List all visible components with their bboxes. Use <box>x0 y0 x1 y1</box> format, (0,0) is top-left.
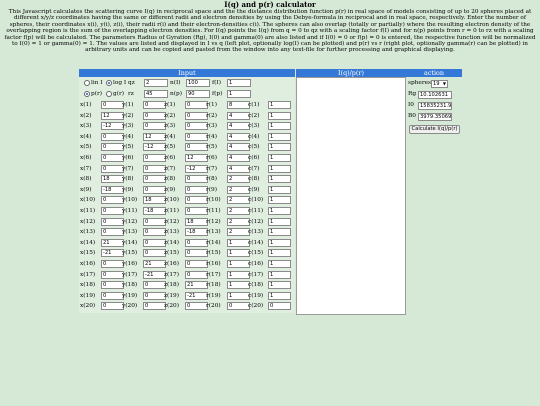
z-label-15: z(15) <box>164 250 179 257</box>
z-input-16[interactable]: 0 <box>185 260 208 268</box>
r-input-15[interactable]: 1 <box>227 249 250 257</box>
x-input-13[interactable]: 0 <box>101 228 124 236</box>
c-input-16[interactable]: 1 <box>268 260 291 268</box>
y-input-10[interactable]: 18 <box>143 196 166 204</box>
z-label-6: z(6) <box>164 155 176 161</box>
pr-radio[interactable] <box>84 91 90 97</box>
y-label-19: y(19) <box>122 292 138 299</box>
c-label-18: c(18) <box>248 282 264 289</box>
y-input-6[interactable]: 0 <box>143 154 166 162</box>
c-label-5: c(5) <box>248 144 260 151</box>
c-input-7[interactable]: 1 <box>268 165 291 173</box>
y-input-11[interactable]: -18 <box>143 207 166 215</box>
y-label-15: y(15) <box>122 250 138 257</box>
pr-label: p(r) <box>91 91 103 97</box>
y-label-6: y(6) <box>122 155 134 161</box>
r-label-2: r(2) <box>206 112 217 119</box>
y-input-19[interactable]: 0 <box>143 292 166 300</box>
y-label-8: y(8) <box>122 176 134 183</box>
x-label-4: x(4) <box>80 133 92 140</box>
c-label-2: c(2) <box>248 112 260 119</box>
z-label-4: z(4) <box>164 133 176 140</box>
r-input-11[interactable]: 2 <box>227 207 250 215</box>
c-input-17[interactable]: 1 <box>268 271 291 279</box>
c-label-11: c(11) <box>248 208 264 214</box>
c-input-5[interactable]: 1 <box>268 143 291 151</box>
c-label-12: c(12) <box>248 218 264 225</box>
z-input-19[interactable]: -21 <box>185 292 208 300</box>
x-label-13: x(13) <box>80 229 96 236</box>
r-input-1[interactable]: 8 <box>227 101 250 109</box>
r-input-18[interactable]: 1 <box>227 281 250 289</box>
z-input-7[interactable]: -12 <box>185 165 208 173</box>
y-input-8[interactable]: 0 <box>143 175 166 183</box>
rg-label: Rg <box>408 91 417 97</box>
y-input-14[interactable]: 0 <box>143 239 166 247</box>
c-input-12[interactable]: 1 <box>268 218 291 226</box>
r-label-9: r(9) <box>206 186 217 193</box>
fp-label: f(p) <box>212 91 223 97</box>
y-label-13: y(13) <box>122 229 138 236</box>
c-input-20[interactable]: 0 <box>268 302 291 310</box>
z-label-8: z(8) <box>164 176 176 183</box>
z-label-12: z(12) <box>164 218 179 225</box>
y-label-1: y(1) <box>122 102 134 108</box>
ni-label: n(I) <box>170 80 181 86</box>
y-label-7: y(7) <box>122 165 134 172</box>
z-label-18: z(18) <box>164 282 179 289</box>
rz-input[interactable]: 45 <box>144 90 168 98</box>
fi-input[interactable]: 1 <box>227 79 251 87</box>
x-input-18[interactable]: 0 <box>101 281 124 289</box>
r-label-1: r(1) <box>206 102 217 108</box>
y-input-4[interactable]: 12 <box>143 133 166 141</box>
z-label-7: z(7) <box>164 165 176 172</box>
r-label-17: r(17) <box>206 271 221 278</box>
y-input-7[interactable]: 0 <box>143 165 166 173</box>
r-label-18: r(18) <box>206 282 221 289</box>
np-input[interactable]: 90 <box>186 90 210 98</box>
x-label-18: x(18) <box>80 282 96 289</box>
y-label-17: y(17) <box>122 271 138 278</box>
c-label-4: c(4) <box>248 133 260 140</box>
r-label-13: r(13) <box>206 229 221 236</box>
calculate-button[interactable]: Calculate I(q)/p(r) <box>409 125 460 134</box>
output-panel <box>296 69 406 315</box>
c-input-6[interactable]: 1 <box>268 154 291 162</box>
x-input-3[interactable]: -12 <box>101 122 124 130</box>
c-label-10: c(10) <box>248 197 264 204</box>
r-label-10: r(10) <box>206 197 221 204</box>
r-input-10[interactable]: 2 <box>227 196 250 204</box>
y-input-13[interactable]: 0 <box>143 228 166 236</box>
z-input-10[interactable]: 0 <box>185 196 208 204</box>
y-input-16[interactable]: 21 <box>143 260 166 268</box>
z-input-18[interactable]: 21 <box>185 281 208 289</box>
r-input-13[interactable]: 2 <box>227 228 250 236</box>
r-input-19[interactable]: 1 <box>227 292 250 300</box>
r-label-11: r(11) <box>206 208 221 214</box>
c-label-1: c(1) <box>248 102 260 108</box>
r-input-17[interactable]: 1 <box>227 271 250 279</box>
z-label-13: z(13) <box>164 229 179 236</box>
y-input-17[interactable]: -21 <box>143 271 166 279</box>
output-textarea[interactable] <box>296 77 406 315</box>
x-input-14[interactable]: 21 <box>101 239 124 247</box>
ni-input[interactable]: 100 <box>186 79 210 87</box>
z-input-14[interactable]: 0 <box>185 239 208 247</box>
x-label-15: x(15) <box>80 250 96 257</box>
z-input-1[interactable]: 0 <box>185 101 208 109</box>
x-input-10[interactable]: 0 <box>101 196 124 204</box>
c-input-14[interactable]: 1 <box>268 239 291 247</box>
c-label-7: c(7) <box>248 165 260 172</box>
y-input-18[interactable]: 0 <box>143 281 166 289</box>
x-input-11[interactable]: 0 <box>101 207 124 215</box>
c-label-20: c(20) <box>248 303 264 310</box>
r-input-12[interactable]: 2 <box>227 218 250 226</box>
np-label: n(p) <box>170 91 182 97</box>
x-label-6: x(6) <box>80 155 92 161</box>
c-input-18[interactable]: 1 <box>268 281 291 289</box>
c-input-10[interactable]: 1 <box>268 196 291 204</box>
x-input-20[interactable]: 0 <box>101 302 124 310</box>
c-input-19[interactable]: 1 <box>268 292 291 300</box>
r-input-16[interactable]: 1 <box>227 260 250 268</box>
x-input-15[interactable]: -21 <box>101 249 124 257</box>
x-label-16: x(16) <box>80 261 96 267</box>
qz-input[interactable]: 2 <box>144 79 168 87</box>
action-panel <box>406 69 462 139</box>
r-input-6[interactable]: 4 <box>227 154 250 162</box>
qz-label: qz <box>128 80 135 86</box>
y-input-12[interactable]: 0 <box>143 218 166 226</box>
x-label-11: x(11) <box>80 208 96 214</box>
x-input-17[interactable]: 0 <box>101 271 124 279</box>
c-input-4[interactable]: 1 <box>268 133 291 141</box>
log-i-radio[interactable] <box>106 80 112 86</box>
intro-text: This Javascript calculates the scattering curve I(q) in reciprocal space and the the distance distribution function p(r) in real space of models consisting of up to 20 spheres placed at different x/y/z coordinates having the same or different radii and electron densities by using the Debye-formula in reciprocal and in real space, respectively. Enter the number of spheres, their coordinates x(i), y(i), z(i), their radii r(i) and their electron-densities c(i). The spheres can also overlap (totally or partially) where the resulting electron density of the overlapping region is the sum of the overlapping electron densities. For I(q) points the I(q) from q = 0 to qz with a scaling factor f(I) and for n(p) points from r = 0 to rz with a scaling factor f(p) will be calculated. The parameters Radius of Gyration (Rg), I(0) and gamma(0) are also listed and if I(0) = 0 or f(p) = 0 is entered, the respective function will be normalized to I(0) = 1 or gamma(0) = 1. The values are listed and displayed in I vs q (left plot, optionally log(I) can be plotted) and p(r) vs r (right plot, optionally gamma(r) can be plotted) in arbitrary units and can be copied and pasted from the window into any text-file for further processing and graphical displaying. <box>4 9 536 54</box>
c-input-11[interactable]: 1 <box>268 207 291 215</box>
x-input-8[interactable]: 18 <box>101 175 124 183</box>
z-input-13[interactable]: -18 <box>185 228 208 236</box>
r-input-14[interactable]: 1 <box>227 239 250 247</box>
y-label-3: y(3) <box>122 123 134 130</box>
x-label-19: x(19) <box>80 292 96 299</box>
y-input-1[interactable]: 0 <box>143 101 166 109</box>
r-input-8[interactable]: 2 <box>227 175 250 183</box>
y-label-18: y(18) <box>122 282 138 289</box>
y-input-9[interactable]: 0 <box>143 186 166 194</box>
z-input-9[interactable]: 0 <box>185 186 208 194</box>
r-input-7[interactable]: 4 <box>227 165 250 173</box>
c-label-8: c(8) <box>248 176 260 183</box>
z-input-15[interactable]: 0 <box>185 249 208 257</box>
spheres-label: spheres <box>408 80 432 86</box>
x-label-14: x(14) <box>80 239 96 246</box>
z-label-19: z(19) <box>164 292 179 299</box>
r-label-7: r(7) <box>206 165 217 172</box>
c-label-3: c(3) <box>248 123 260 130</box>
x-label-17: x(17) <box>80 271 96 278</box>
r-label-16: r(16) <box>206 261 221 267</box>
input-panel <box>79 69 295 313</box>
r-label-5: r(5) <box>206 144 217 151</box>
z-label-1: z(1) <box>164 102 176 108</box>
z-label-20: z(20) <box>164 303 179 310</box>
z-label-11: z(11) <box>164 208 179 214</box>
x-input-19[interactable]: 0 <box>101 292 124 300</box>
y-input-15[interactable]: 0 <box>143 249 166 257</box>
c-input-13[interactable]: 1 <box>268 228 291 236</box>
log-i-label: log I <box>113 80 127 86</box>
x-input-6[interactable]: 0 <box>101 154 124 162</box>
x-label-2: x(2) <box>80 112 92 119</box>
x-label-12: x(12) <box>80 218 96 225</box>
r-input-9[interactable]: 2 <box>227 186 250 194</box>
x-input-9[interactable]: -18 <box>101 186 124 194</box>
x-label-20: x(20) <box>80 303 96 310</box>
z-label-3: z(3) <box>164 123 176 130</box>
c-label-14: c(14) <box>248 239 264 246</box>
spheres-select-value: 19 <box>433 81 440 87</box>
c-label-15: c(15) <box>248 250 264 257</box>
z-input-4[interactable]: 0 <box>185 133 208 141</box>
y-label-4: y(4) <box>122 133 134 140</box>
r-label-14: r(14) <box>206 239 221 246</box>
z-input-3[interactable]: 0 <box>185 122 208 130</box>
r-input-5[interactable]: 4 <box>227 143 250 151</box>
output-header: I(q)/p(r) <box>296 69 406 77</box>
x-input-4[interactable]: 0 <box>101 133 124 141</box>
lin-i-radio[interactable] <box>84 80 90 86</box>
r-label-6: r(6) <box>206 155 217 161</box>
gr-label: g(r) <box>113 91 125 97</box>
input-header: Input <box>79 69 295 77</box>
z-input-12[interactable]: 18 <box>185 218 208 226</box>
c-input-8[interactable]: 1 <box>268 175 291 183</box>
z-label-5: z(5) <box>164 144 176 151</box>
lin-i-label: lin I <box>91 80 103 86</box>
z-label-10: z(10) <box>164 197 179 204</box>
y-label-10: y(10) <box>122 197 138 204</box>
z-input-20[interactable]: 0 <box>185 302 208 310</box>
x-input-12[interactable]: 0 <box>101 218 124 226</box>
r-input-2[interactable]: 4 <box>227 112 250 120</box>
c-input-1[interactable]: 1 <box>268 101 291 109</box>
x-label-9: x(9) <box>80 186 92 193</box>
x-input-2[interactable]: 12 <box>101 112 124 120</box>
c-input-3[interactable]: 1 <box>268 122 291 130</box>
spheres-select[interactable] <box>431 80 448 88</box>
r-label-19: r(19) <box>206 292 221 299</box>
chevron-down-icon: ▼ <box>442 81 446 86</box>
c-label-13: c(13) <box>248 229 264 236</box>
x-input-7[interactable]: 0 <box>101 165 124 173</box>
i0-label: I0 <box>408 102 414 108</box>
r-input-20[interactable]: 0 <box>227 302 250 310</box>
x-label-7: x(7) <box>80 165 92 172</box>
fp-input[interactable]: 1 <box>227 90 251 98</box>
z-input-2[interactable]: 0 <box>185 112 208 120</box>
y-input-20[interactable]: 0 <box>143 302 166 310</box>
page-title: I(q) and p(r) calculator <box>224 0 316 9</box>
z-label-17: z(17) <box>164 271 179 278</box>
c-label-6: c(6) <box>248 155 260 161</box>
z-label-9: z(9) <box>164 186 176 193</box>
fi-label: f(I) <box>212 80 221 86</box>
gr-radio[interactable] <box>106 91 112 97</box>
rz-label: rz <box>128 91 134 97</box>
r-label-3: r(3) <box>206 123 217 130</box>
y-label-12: y(12) <box>122 218 138 225</box>
x-input-1[interactable]: 0 <box>101 101 124 109</box>
c-label-9: c(9) <box>248 186 260 193</box>
z-input-6[interactable]: 12 <box>185 154 208 162</box>
y-input-5[interactable]: -12 <box>143 143 166 151</box>
y-label-2: y(2) <box>122 112 134 119</box>
y-label-14: y(14) <box>122 239 138 246</box>
c-label-16: c(16) <box>248 261 264 267</box>
y-input-2[interactable]: 0 <box>143 112 166 120</box>
r-label-12: r(12) <box>206 218 221 225</box>
z-input-5[interactable]: 0 <box>185 143 208 151</box>
c-input-2[interactable]: 1 <box>268 112 291 120</box>
x-label-5: x(5) <box>80 144 92 151</box>
r-label-4: r(4) <box>206 133 217 140</box>
r-input-3[interactable]: 4 <box>227 122 250 130</box>
c-input-9[interactable]: 1 <box>268 186 291 194</box>
r-label-8: r(8) <box>206 176 217 183</box>
z-input-11[interactable]: 0 <box>185 207 208 215</box>
z-input-8[interactable]: 0 <box>185 175 208 183</box>
r-input-4[interactable]: 4 <box>227 133 250 141</box>
r-label-20: r(20) <box>206 303 221 310</box>
action-header: action <box>406 69 462 77</box>
y-label-16: y(16) <box>122 261 138 267</box>
z-label-16: z(16) <box>164 261 179 267</box>
z-input-17[interactable]: 0 <box>185 271 208 279</box>
x-input-16[interactable]: 0 <box>101 260 124 268</box>
b0-field[interactable]: 3979.35069 <box>420 114 452 120</box>
x-label-3: x(3) <box>80 123 92 130</box>
y-label-5: y(5) <box>122 144 134 151</box>
c-input-15[interactable]: 1 <box>268 249 291 257</box>
x-input-5[interactable]: 0 <box>101 143 124 151</box>
z-label-2: z(2) <box>164 112 176 119</box>
r-label-15: r(15) <box>206 250 221 257</box>
x-label-10: x(10) <box>80 197 96 204</box>
y-label-11: y(11) <box>122 208 138 214</box>
c-label-17: c(17) <box>248 271 264 278</box>
y-input-3[interactable]: 0 <box>143 122 166 130</box>
x-label-1: x(1) <box>80 102 92 108</box>
x-label-8: x(8) <box>80 176 92 183</box>
rg-field[interactable]: 10.102631 <box>418 91 452 99</box>
z-label-14: z(14) <box>164 239 179 246</box>
b0-label: B0 <box>408 113 416 119</box>
i0-field[interactable]: 15835231.9 <box>420 103 452 109</box>
y-label-9: y(9) <box>122 186 134 193</box>
y-label-20: y(20) <box>122 303 138 310</box>
c-label-19: c(19) <box>248 292 264 299</box>
